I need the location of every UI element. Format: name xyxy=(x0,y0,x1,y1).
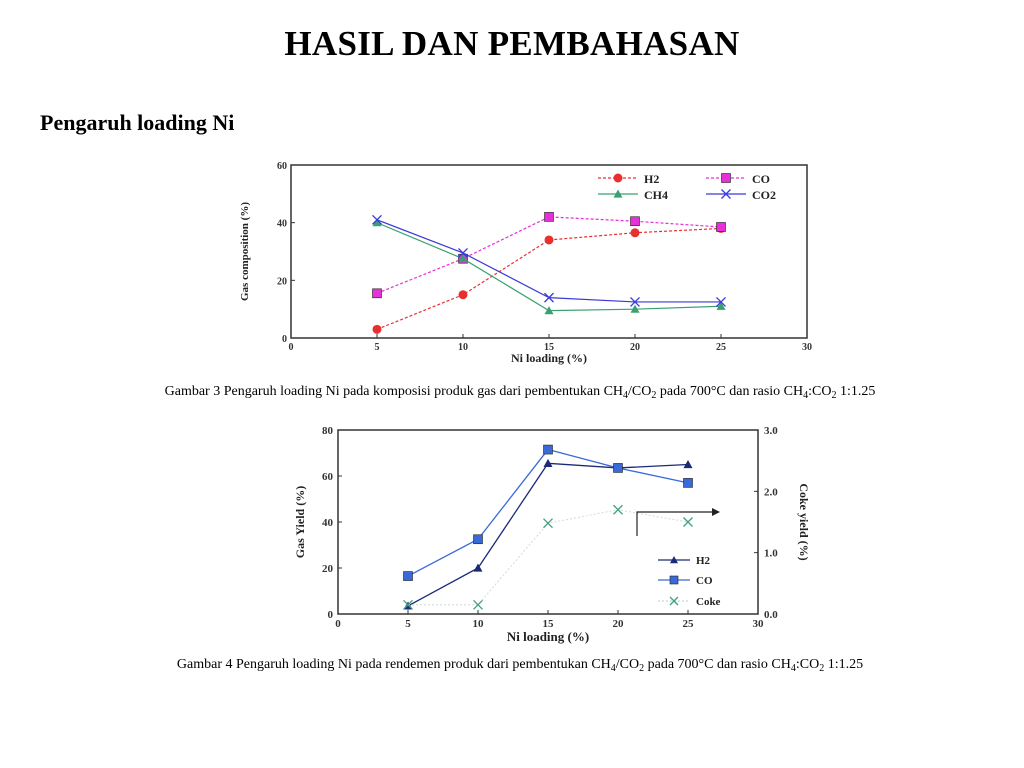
x-tick-label: 30 xyxy=(752,618,764,630)
y-tick-label: 40 xyxy=(277,218,287,230)
data-point-co xyxy=(614,463,623,472)
y-tick-label: 80 xyxy=(322,425,333,437)
y-tick-label: 0 xyxy=(327,609,333,621)
data-point-coke xyxy=(474,600,483,609)
plot-frame xyxy=(338,430,758,614)
y-tick-label: 0 xyxy=(282,334,287,345)
y-tick-label: 20 xyxy=(277,276,287,288)
section-heading: Pengaruh loading Ni xyxy=(40,110,235,135)
x-tick-label: 15 xyxy=(544,342,554,353)
data-point-co xyxy=(544,445,553,454)
data-point-h2 xyxy=(544,459,553,467)
data-point-co xyxy=(684,478,693,487)
x-axis-label: Ni loading (%) xyxy=(510,351,588,365)
x-tick-label: 5 xyxy=(405,618,411,630)
legend-label: H2 xyxy=(696,555,711,567)
data-point-coke xyxy=(544,519,553,528)
data-point-co xyxy=(404,572,413,581)
x-tick-label: 0 xyxy=(288,342,294,353)
x-tick-label: 10 xyxy=(458,342,468,353)
data-point-h2 xyxy=(474,564,483,572)
axis-pointer-arrowhead xyxy=(712,508,720,516)
legend-marker-co xyxy=(670,576,678,584)
y-tick-label: 60 xyxy=(277,161,287,172)
axis-pointer-arrow xyxy=(637,512,714,536)
legend-label: CO2 xyxy=(752,188,776,202)
legend-label: H2 xyxy=(644,172,660,186)
legend-label: CO xyxy=(752,172,770,186)
series-line-h2 xyxy=(408,463,688,606)
x-tick-label: 0 xyxy=(335,618,341,630)
x-tick-label: 5 xyxy=(374,342,380,353)
x-tick-label: 15 xyxy=(542,618,554,630)
y-right-tick-label: 0.0 xyxy=(764,609,778,621)
y-right-axis-label: Coke yield (%) xyxy=(797,483,811,561)
y-right-tick-label: 1.0 xyxy=(764,547,778,560)
legend-label: CH4 xyxy=(644,188,668,202)
y-right-tick-label: 2.0 xyxy=(764,486,778,499)
x-tick-label: 30 xyxy=(802,342,812,353)
series-line-co xyxy=(408,450,688,577)
figure-3-caption: Gambar 3 Pengaruh loading Ni pada komposisi produk gas dari pembentukan $CH_4/CO_2$ pada 700°C dan rasio $CH_4:CO_2$ 1:1.25 xyxy=(164,384,876,401)
slide-title: HASIL DAN PEMBAHASAN xyxy=(284,24,740,63)
x-axis-label: Ni loading (%) xyxy=(506,629,590,644)
data-point-co xyxy=(474,535,483,544)
y-right-tick-label: 3.0 xyxy=(764,425,778,437)
x-tick-label: 25 xyxy=(716,342,726,353)
x-tick-label: 20 xyxy=(630,342,640,353)
figure-4-caption: Gambar 4 Pengaruh loading Ni pada rendemen produk dari pembentukan $CH_4/CO_2$ pada 700°C dan rasio $CH_4:CO_2$ 1:1.25 xyxy=(176,657,864,674)
y-axis-label: Gas composition (%) xyxy=(239,202,251,301)
data-point-coke xyxy=(684,518,693,527)
y-tick-label: 60 xyxy=(322,471,333,483)
x-tick-label: 10 xyxy=(472,618,484,630)
y-axis-label: Gas Yield (%) xyxy=(293,485,307,559)
y-tick-label: 20 xyxy=(322,563,333,575)
x-tick-label: 20 xyxy=(612,618,624,630)
data-point-coke xyxy=(614,505,623,514)
x-tick-label: 25 xyxy=(682,618,694,630)
y-tick-label: 40 xyxy=(322,517,333,529)
legend-label: Coke xyxy=(696,596,721,608)
legend-label: CO xyxy=(696,575,713,587)
